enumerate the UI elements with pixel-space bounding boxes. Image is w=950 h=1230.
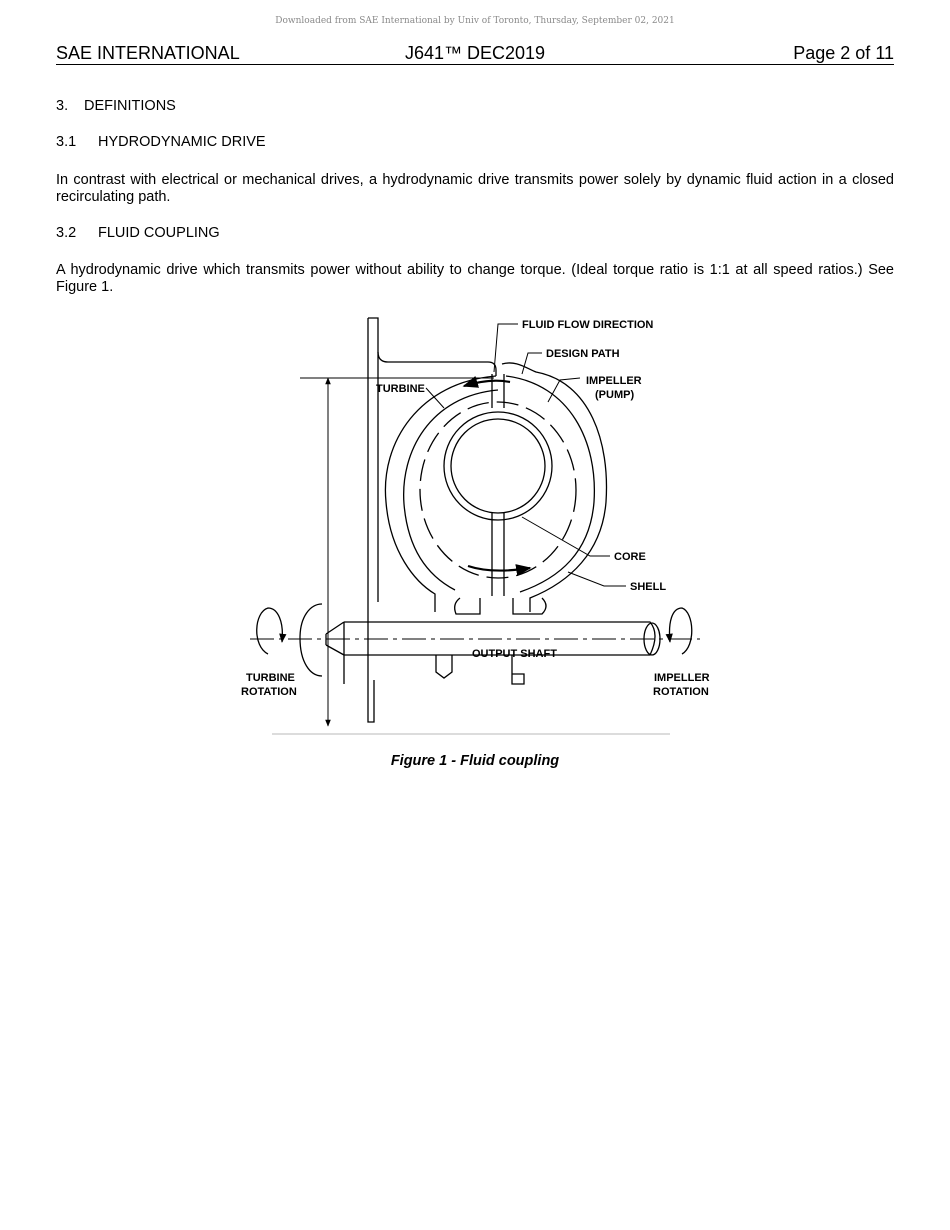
subsection-title: HYDRODYNAMIC DRIVE xyxy=(98,134,266,150)
header-page-number: Page 2 of 11 xyxy=(793,43,894,63)
label-turbine-rotation-line1: TURBINE xyxy=(246,672,295,684)
subsection-title: FLUID COUPLING xyxy=(98,225,220,241)
label-fluid-flow-direction: FLUID FLOW DIRECTION xyxy=(522,319,654,331)
subsection-heading-3-1 xyxy=(56,134,894,151)
subsection-heading-3-2 xyxy=(56,225,894,242)
fluid-coupling-diagram xyxy=(230,312,720,742)
page-header xyxy=(56,43,894,65)
label-impeller-rotation-line1: IMPELLER xyxy=(654,672,710,684)
label-turbine-rotation-line2: ROTATION xyxy=(241,686,297,698)
paragraph-fluid-coupling: A hydrodynamic drive which transmits power without ability to change torque. (Ideal torque ratio is 1:1 at all speed ratios.) See Figure 1. xyxy=(56,262,894,295)
label-impeller-rotation-line2: ROTATION xyxy=(653,686,709,698)
header-publisher: SAE INTERNATIONAL xyxy=(56,43,240,63)
turbine-rotation-arrow xyxy=(257,608,283,654)
fluid-flow-arrow xyxy=(464,381,510,386)
flange-plate-inner xyxy=(368,318,374,722)
label-pump: (PUMP) xyxy=(595,389,635,401)
label-design-path: DESIGN PATH xyxy=(546,348,620,360)
core-ring xyxy=(444,412,552,520)
label-impeller: IMPELLER xyxy=(586,375,642,387)
design-path xyxy=(420,402,576,578)
subsection-number: 3.2 xyxy=(56,225,77,241)
return-flow-arrow xyxy=(468,566,530,571)
flange-plate xyxy=(368,318,496,376)
header-document-id: J641™ DEC2019 xyxy=(404,43,546,63)
paragraph-hydrodynamic-drive: In contrast with electrical or mechanical drives, a hydrodynamic drive transmits power solely by dynamic fluid action in a closed recirculating path. xyxy=(56,172,894,205)
fluid-coupling-figure xyxy=(230,312,720,742)
subsection-number: 3.1 xyxy=(56,134,77,150)
figure-caption: Figure 1 - Fluid coupling xyxy=(390,753,560,769)
label-core: CORE xyxy=(614,551,646,563)
label-output-shaft: OUTPUT SHAFT xyxy=(472,648,557,660)
label-turbine: TURBINE xyxy=(376,383,425,395)
label-shell: SHELL xyxy=(630,581,667,593)
download-watermark: Downloaded from SAE International by Univ of Toronto, Thursday, September 02, 2021 xyxy=(275,16,675,26)
impeller-rotation-arrow xyxy=(670,608,692,654)
section-number: 3. xyxy=(56,98,69,114)
section-heading xyxy=(56,98,894,115)
section-title: DEFINITIONS xyxy=(84,98,176,114)
